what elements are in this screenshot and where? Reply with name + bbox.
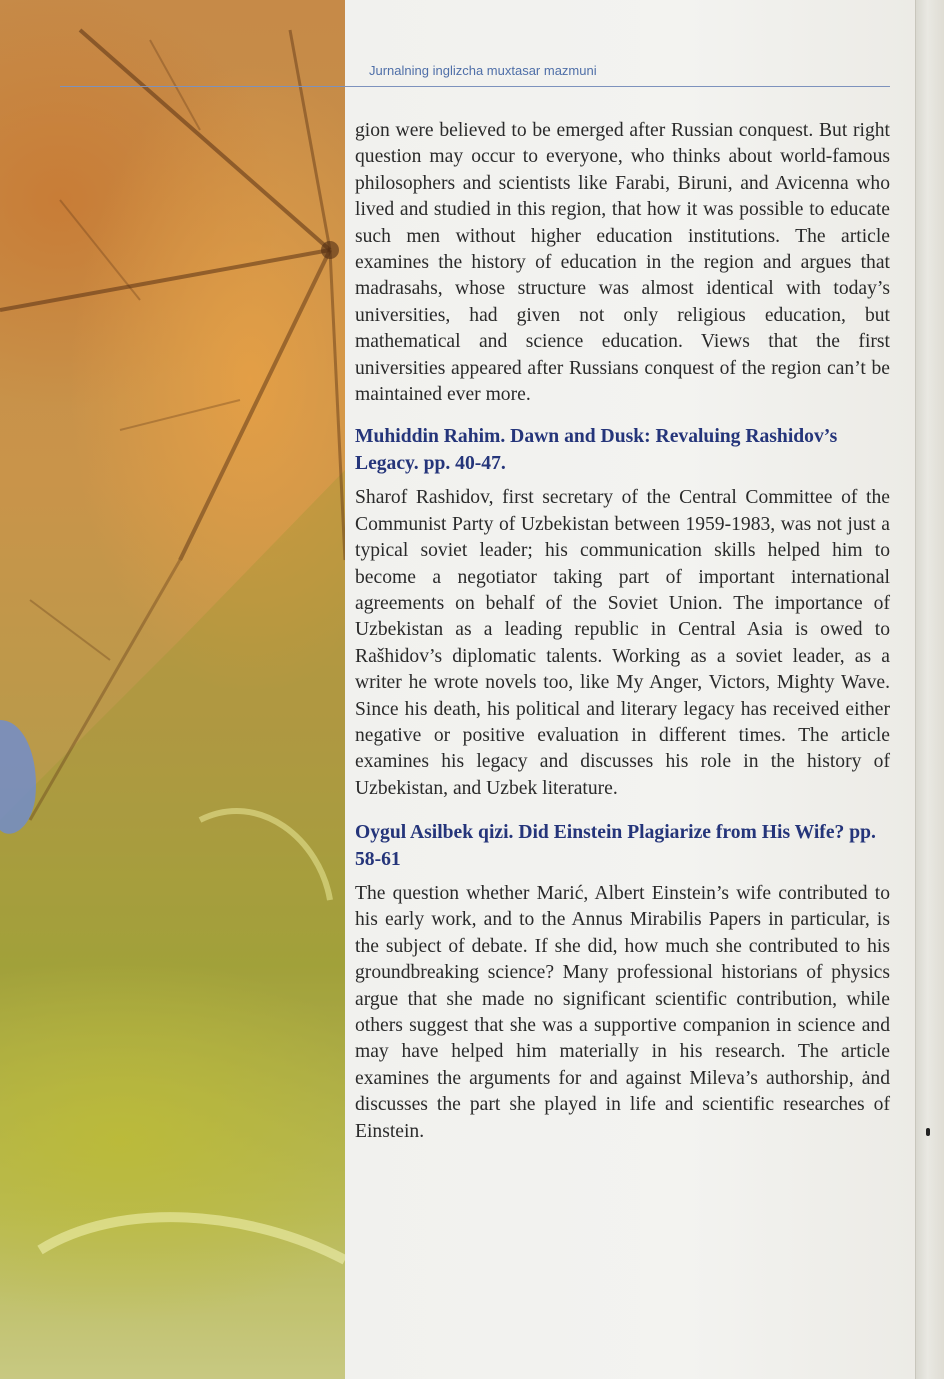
article-summaries xyxy=(355,118,890,1145)
article-3-body: The question whether Marić, Albert Einstein’s wife contributed to his early work, and to the Annus Mirabilis Papers in particular, is the subject of debate. If she did, how much she contributed to his groundbreaking science? Many professional historians of physics argue that she made no significant scientific contribution, while others suggest that she was a supportive companion in science and may have helped him materially in his research. The article examines the arguments for and against Mileva’s authorship, ȧnd discusses the part she played in life and scientific researches of Einstein. xyxy=(355,882,890,1142)
margin-mark xyxy=(926,1128,930,1136)
page-edge xyxy=(915,0,944,1379)
article-2-title: Muhiddin Rahim. Dawn and Dusk: Revaluing Rashidov’s Legacy. pp. 40-47. xyxy=(355,426,838,474)
header-rule xyxy=(60,86,890,87)
article-1-body: gion were believed to be emerged after Russian conquest. But right question may occur to everyone, who thinks about world-famous philosophers and scientists like Farabi, Biruni, and Avicenna who lived and studied in this region, that how it was possible to educate such men without higher education institutions. The article examines the history of education in the region and argues that madrasahs, whose structure was almost identical with today’s universities, had given not only religious education, but mathematical and science education. Views that the first universities appeared after Russians conquest of the region can’t be maintained ever more. xyxy=(355,120,890,406)
leaf-veins-illustration xyxy=(0,0,345,1379)
article-3-title: Oygul Asilbek qizi. Did Einstein Plagiarize from His Wife? pp. 58-61 xyxy=(355,822,876,870)
running-header: Jurnalning inglizcha muxtasar mazmuni xyxy=(369,63,597,78)
article-2-body: Sharof Rashidov, first secretary of the Central Committee of the Communist Party of Uzbekistan between 1959-1983, was not just a typical soviet leader; his communication skills helped him to become a negotiator taking part of important international agreements on behalf of the Soviet Union. The importance of Uzbekistan as a leading republic in Central Asia is owed to Rašhidov’s diplomatic talents. Working as a soviet leader, as a writer he wrote novels too, like My Anger, Victors, Mighty Wave. Since his death, his political and literary legacy has received either negative or positive evaluation in different times. The article examines his legacy and discusses his role in the history of Uzbekistan, and Uzbek literature. xyxy=(355,487,890,799)
cover-leaf-photo xyxy=(0,0,345,1379)
